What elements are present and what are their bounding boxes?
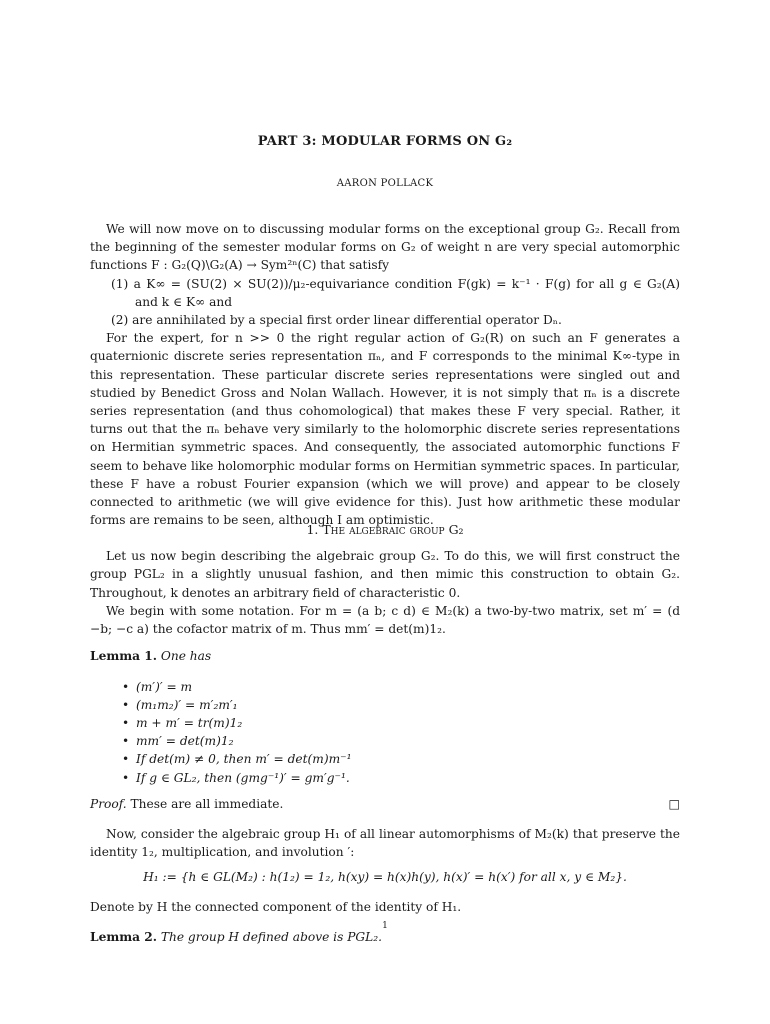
lemma-2-statement: The group H defined above is PGL₂. [160, 930, 382, 945]
list-item: • mm′ = det(m)1₂ [90, 732, 680, 750]
lemma-1-label: Lemma 1. [90, 649, 157, 664]
h1-paragraph: Now, consider the algebraic group H₁ of all linear automorphisms of M₂(k) that preserve the identity 1₂, multiplication, and involution ′: [90, 827, 680, 860]
lemma-1-list [90, 678, 680, 787]
lemma-1 [90, 647, 680, 665]
main-body [90, 220, 680, 529]
lemma-1-statement: One has [160, 649, 212, 664]
h1-definition: H₁ := {h ∈ GL(M₂) : h(1₂) = 1₂, h(xy) = h(x)h(y), h(x)′ = h(x′) for all x, y ∈ M₂}. [143, 869, 627, 884]
section-heading: 1. The algebraic group G₂ [306, 522, 464, 537]
section-1 [90, 521, 680, 959]
lemma-2-label: Lemma 2. [90, 930, 157, 945]
h-paragraph: Denote by H the connected component of the identity of H₁. [90, 900, 462, 915]
proof-text: These are all immediate. [130, 796, 284, 811]
proof-label: Proof. [90, 796, 127, 811]
list-item: • If g ∈ GL₂, then (gmg⁻¹)′ = gm′g⁻¹. [90, 769, 680, 787]
proof [90, 795, 680, 813]
list-item: • (m′)′ = m [90, 678, 680, 696]
qed-symbol: □ [668, 796, 680, 811]
page-number: 1 [382, 921, 388, 931]
list-item: • If det(m) ≠ 0, then m′ = det(m)m⁻¹ [90, 750, 680, 768]
condition-item-2: (2) are annihilated by a special first order linear differential operator Dₙ. [111, 313, 562, 328]
paper-title: PART 3: MODULAR FORMS ON G₂ [257, 134, 513, 149]
author-name: AARON POLLACK [336, 178, 434, 189]
list-item: • (m₁m₂)′ = m′₂m′₁ [90, 696, 680, 714]
begin-paragraph: Let us now begin describing the algebraic group G₂. To do this, we will first construct the group PGL₂ in a slightly unusual fashion, and then mimic this construction to obtain G₂. Throughout, k denotes an arbitrary field of characteristic 0. [90, 549, 680, 600]
intro-paragraph: We will now move on to discussing modular forms on the exceptional group G₂. Recall from the beginning of the semester modular forms on G₂ of weight n are very special automorphic functions F : G₂(Q)\G₂(A) → Sym²ⁿ(C) that satisfy [90, 222, 680, 273]
condition-item-1: (1) a K∞ = (SU(2) × SU(2))/μ₂-equivariance condition F(gk) = k⁻¹ · F(g) for all g ∈ G₂(A) and k ∈ K∞ and [111, 276, 680, 309]
notation-paragraph: We begin with some notation. For m = (a b; c d) ∈ M₂(k) a two-by-two matrix, set m′ = (d −b; −c a) the cofactor matrix of m. Thus mm′ = det(m)1₂. [90, 603, 680, 637]
lemma-2 [90, 928, 680, 946]
expert-paragraph: For the expert, for n >> 0 the right regular action of G₂(R) on such an F generates a quaternionic discrete series representation πₙ, and F corresponds to the minimal K∞-type in this representation. These particular discrete series representations were singled out and studied by Benedict Gross and Nolan Wallach. However, it is not simply that πₙ is a discrete series representation (and thus cohomological) that makes these F very special. Rather, it turns out that the πₙ behave very similarly to the holomorphic discrete series representations on Hermitian symmetric spaces. And consequently, the associated automorphic functions F seem to behave like holomorphic modular forms on Hermitian symmetric spaces. In particular, these F have a robust Fourier expansion (which we will prove) and appear to be closely connected to arithmetic (we will give evidence for this). Just how arithmetic these modular forms are remains to be seen, although I am optimistic. [90, 331, 680, 528]
list-item: • m + m′ = tr(m)1₂ [90, 714, 680, 732]
